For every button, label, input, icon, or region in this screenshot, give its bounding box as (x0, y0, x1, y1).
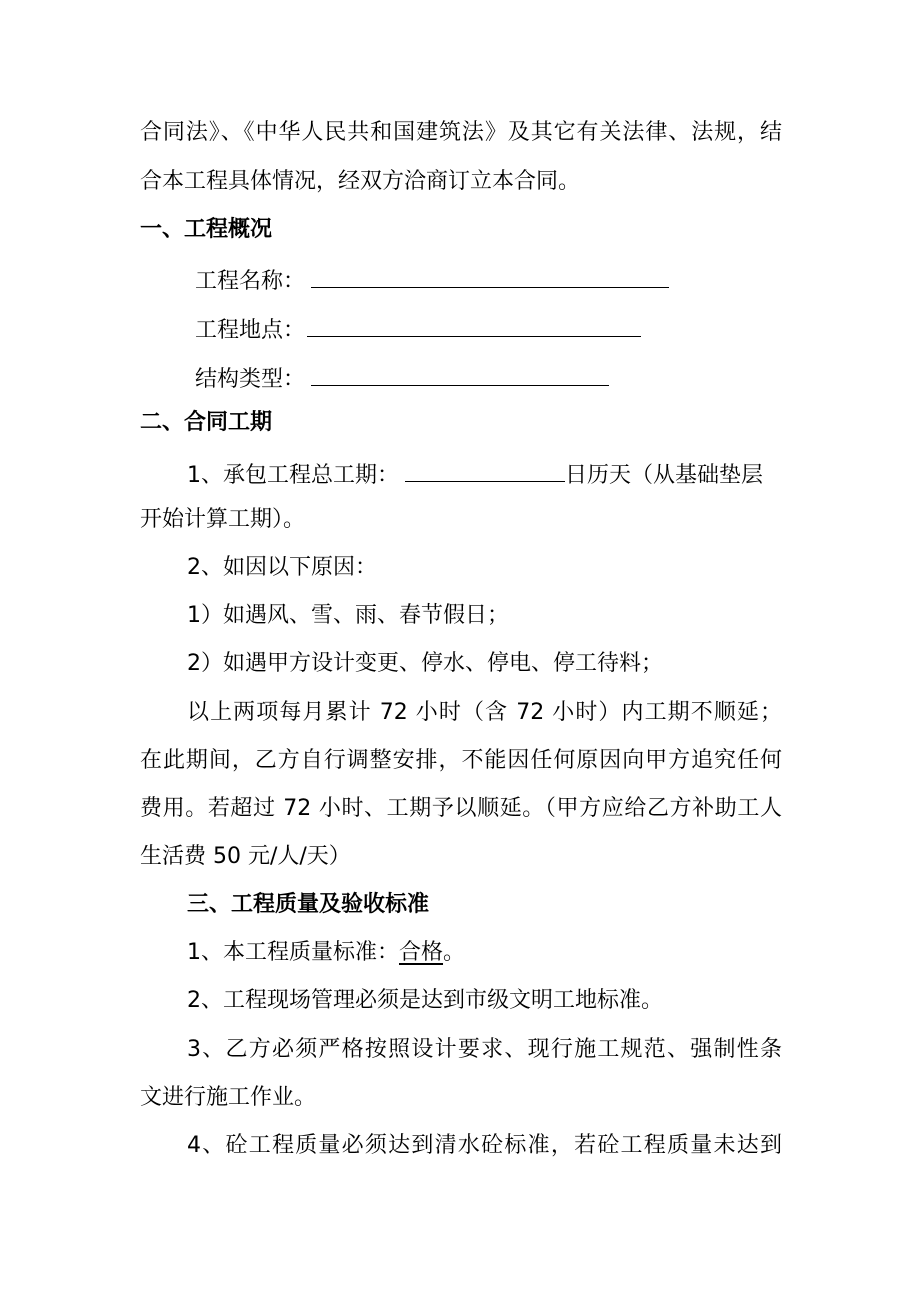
item-2-2-1: 1）如遇风、雪、雨、春节假日； (187, 603, 509, 628)
item-3-1-suffix: 。 (443, 940, 466, 965)
item-3-3-line-1: 3、乙方必须严格按照设计要求、现行施工规范、强制性条 (187, 1037, 782, 1062)
field-project-name (195, 263, 837, 297)
item-2-1-line-2: 开始计算工期）。 (140, 507, 306, 532)
total-period-blank (405, 457, 565, 482)
delay-para-line-4: 生活费 50 元/人/天） (140, 844, 351, 869)
field-project-name-label: 工程名称： (195, 269, 306, 294)
quality-standard-value: 合格 (399, 940, 444, 965)
delay-para-line-3: 费用。若超过 72 小时、工期予以顺延。（甲方应给乙方补助工人 (140, 796, 782, 821)
item-3-2: 2、工程现场管理必须是达到市级文明工地标准。 (187, 988, 663, 1013)
section-2-title: 二、合同工期 (140, 410, 273, 435)
item-3-1 (187, 938, 782, 968)
delay-para-line-1: 以上两项每月累计 72 小时（含 72 小时）内工期不顺延； (187, 700, 782, 725)
field-project-location-label: 工程地点： (195, 318, 306, 343)
structure-type-blank (311, 361, 609, 386)
item-3-1-prefix: 1、本工程质量标准： (187, 940, 399, 965)
item-2-2-2: 2）如遇甲方设计变更、停水、停电、停工待料； (187, 651, 663, 676)
delay-para-line-2: 在此期间，乙方自行调整安排，不能因任何原因向甲方追究任何 (140, 748, 782, 773)
item-3-3-line-2: 文进行施工作业。 (140, 1085, 317, 1110)
project-name-blank (311, 263, 669, 288)
item-2-1-prefix: 1、承包工程总工期： (187, 463, 399, 488)
item-3-4-line-1: 4、砼工程质量必须达到清水砼标准，若砼工程质量未达到 (187, 1133, 782, 1158)
intro-line-1: 合同法》、《中华人民共和国建筑法》及其它有关法律、法规，结 (140, 120, 782, 145)
item-2-2: 2、如因以下原因： (187, 555, 377, 580)
field-structure-type (195, 361, 837, 395)
section-3-title: 三、工程质量及验收标准 (187, 892, 430, 917)
section-1-title: 一、工程概况 (140, 217, 273, 242)
intro-line-2: 合本工程具体情况，经双方洽商订立本合同。 (140, 169, 581, 194)
project-location-blank (307, 312, 641, 337)
item-2-1 (187, 457, 782, 491)
field-structure-type-label: 结构类型： (195, 367, 306, 392)
field-project-location (195, 312, 837, 346)
item-2-1-suffix: 日历天（从基础垫层 (565, 463, 764, 488)
